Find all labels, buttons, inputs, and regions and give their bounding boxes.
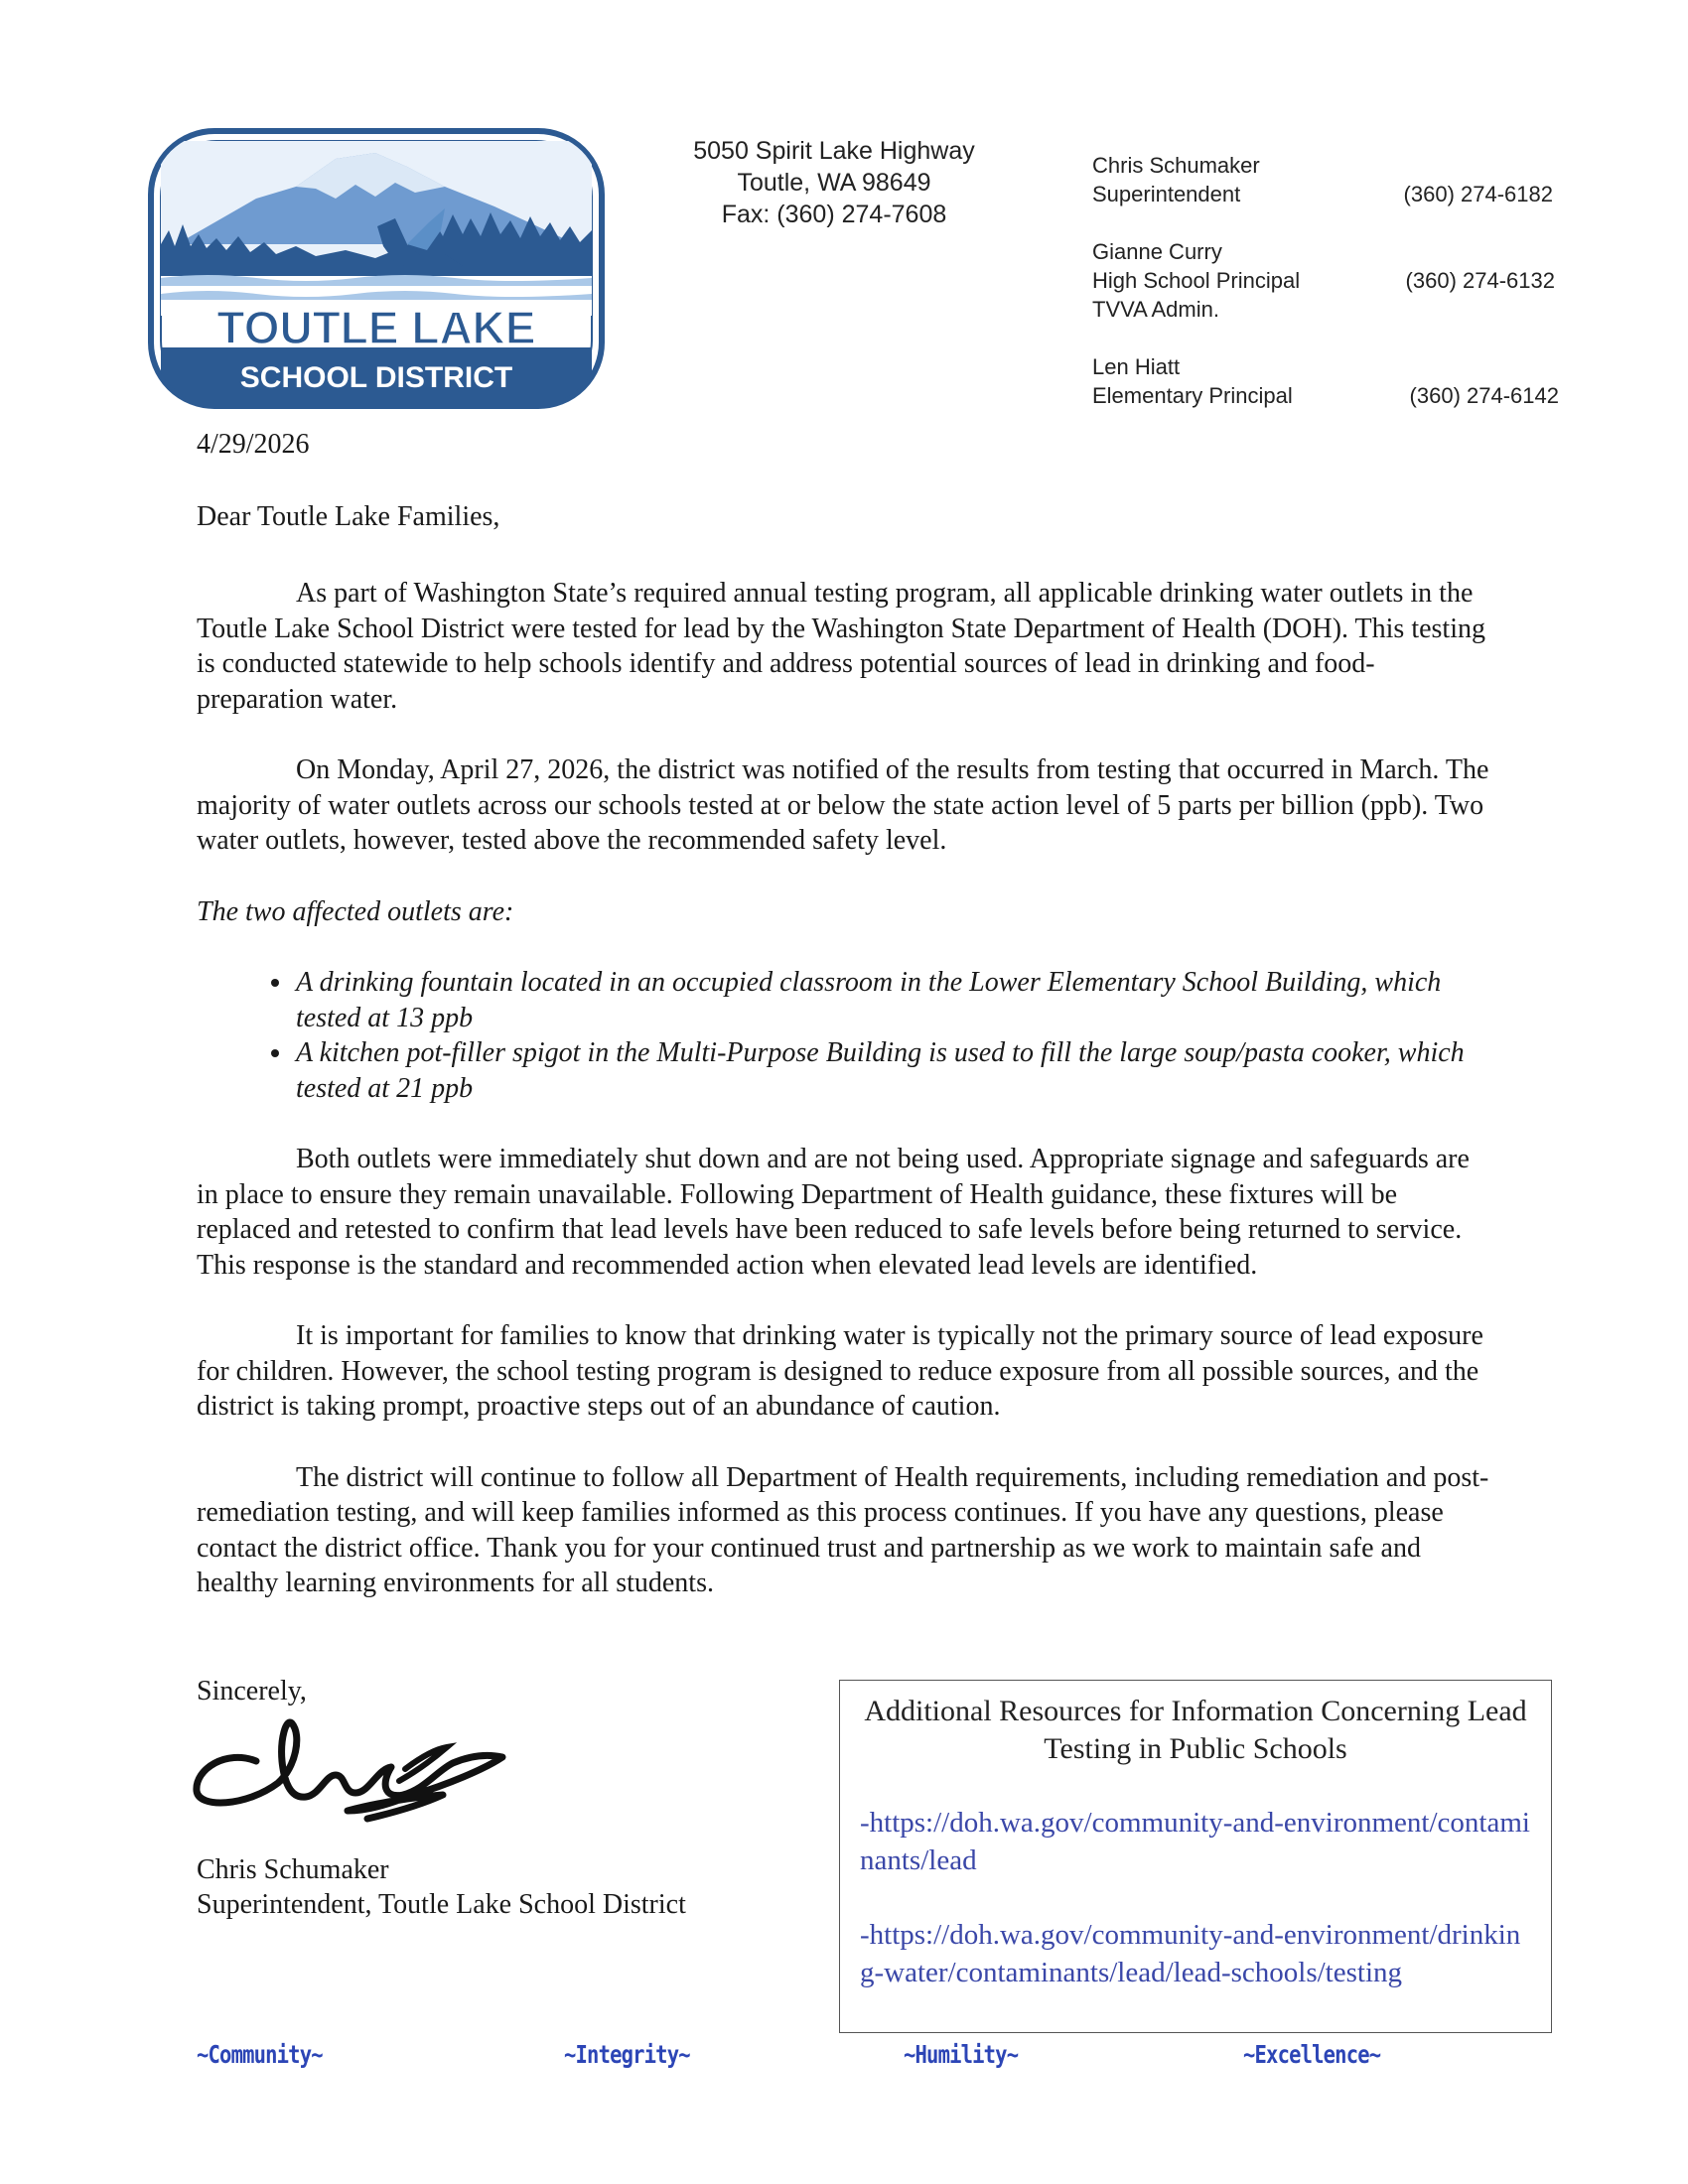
district-address (655, 135, 1013, 230)
resource-link-lead[interactable]: -https://doh.wa.gov/community-and-environment/contaminants/lead (860, 1807, 1530, 1876)
letter-closing: Sincerely, (197, 1676, 307, 1706)
staff-entry-superintendent (1092, 151, 1559, 208)
staff-entry-elementary-principal (1092, 352, 1559, 410)
staff-contacts (1092, 151, 1559, 439)
resources-title: Additional Resources for Information Concerning Lead Testing in Public Schools (864, 1695, 1527, 1765)
staff-name: Chris Schumaker (1092, 153, 1260, 178)
letter-date: 4/29/2026 (197, 429, 310, 460)
value-excellence: ~Excellence~ (1243, 2040, 1381, 2069)
logo-name-line2: SCHOOL DISTRICT (239, 361, 513, 394)
district-logo (147, 127, 606, 410)
staff-title: High School Principal (1092, 268, 1301, 293)
resources-box (839, 1680, 1552, 2033)
letter-body (197, 576, 1497, 1637)
staff-phone: (360) 274-6142 (1409, 383, 1559, 408)
staff-name: Gianne Curry (1092, 239, 1222, 264)
staff-title: Superintendent (1092, 182, 1241, 206)
staff-phone: (360) 274-6182 (1403, 182, 1553, 206)
staff-phone: (360) 274-6132 (1405, 268, 1555, 293)
value-integrity: ~Integrity~ (564, 2040, 690, 2069)
paragraph-1: As part of Washington State’s required annual testing program, all applicable drinking water outlets in the Toutle Lake School District were tested for lead by the Washington State Department of Health (DOH). This testing is conducted statewide to help schools identify and address potential sources of lead in drinking and food-preparation water. (197, 578, 1485, 715)
outlets-list (197, 965, 1497, 1106)
value-humility: ~Humility~ (904, 2040, 1019, 2069)
paragraph-3: Both outlets were immediately shut down and are not being used. Appropriate signage and safeguards are in place to ensure they remain unavailable. Following Department of Health guidance, these fixtures will be replaced and retested to confirm that lead levels have been reduced to safe levels before being returned to service. This response is the standard and recommended action when elevated lead levels are identified. (197, 1144, 1470, 1281)
signer-name: Chris Schumaker (197, 1854, 389, 1885)
paragraph-2: On Monday, April 27, 2026, the district was notified of the results from testing that occurred in March. The majority of water outlets across our schools tested at or below the state action level of 5 parts per billion (ppb). Two water outlets, however, tested above the recommended safety level. (197, 754, 1489, 856)
outlets-intro: The two affected outlets are: (197, 895, 514, 927)
resource-link-school-testing[interactable]: -https://doh.wa.gov/community-and-environment/drinking-water/contaminants/lead/lead-schools/testing (860, 1919, 1521, 1988)
letter-greeting: Dear Toutle Lake Families, (197, 501, 500, 532)
signer-title: Superintendent, Toutle Lake School District (197, 1889, 686, 1920)
staff-name: Len Hiatt (1092, 354, 1181, 379)
paragraph-4: It is important for families to know that drinking water is typically not the primary source of lead exposure for children. However, the school testing program is designed to reduce exposure from all possible sources, and the district is taking prompt, proactive steps out of an abundance of caution. (197, 1320, 1483, 1422)
signature-image (187, 1709, 514, 1827)
paragraph-5: The district will continue to follow all Department of Health requirements, including remediation and post-remediation testing, and will keep families informed as this process continues. If you have any questions, please contact the district office. Thank you for your continued trust and partnership as we work to maintain safe and healthy learning environments for all students. (197, 1461, 1489, 1598)
staff-title: Elementary Principal (1092, 383, 1293, 408)
list-item: • A kitchen pot-filler spigot in the Multi-Purpose Building is used to fill the large soup/pasta cooker, which tested at 21 ppb (294, 1035, 1497, 1106)
address-fax: Fax: (360) 274-7608 (721, 201, 947, 228)
address-street: 5050 Spirit Lake Highway (693, 137, 975, 165)
logo-name-line1: TOUTLE LAKE (216, 302, 536, 353)
staff-entry-high-school-principal (1092, 237, 1559, 324)
signer-block (197, 1852, 686, 1922)
staff-extra: TVVA Admin. (1092, 297, 1219, 322)
list-item: • A drinking fountain located in an occupied classroom in the Lower Elementary School Building, which tested at 13 ppb (294, 965, 1497, 1035)
address-city: Toutle, WA 98649 (737, 169, 931, 197)
value-community: ~Community~ (197, 2040, 323, 2069)
